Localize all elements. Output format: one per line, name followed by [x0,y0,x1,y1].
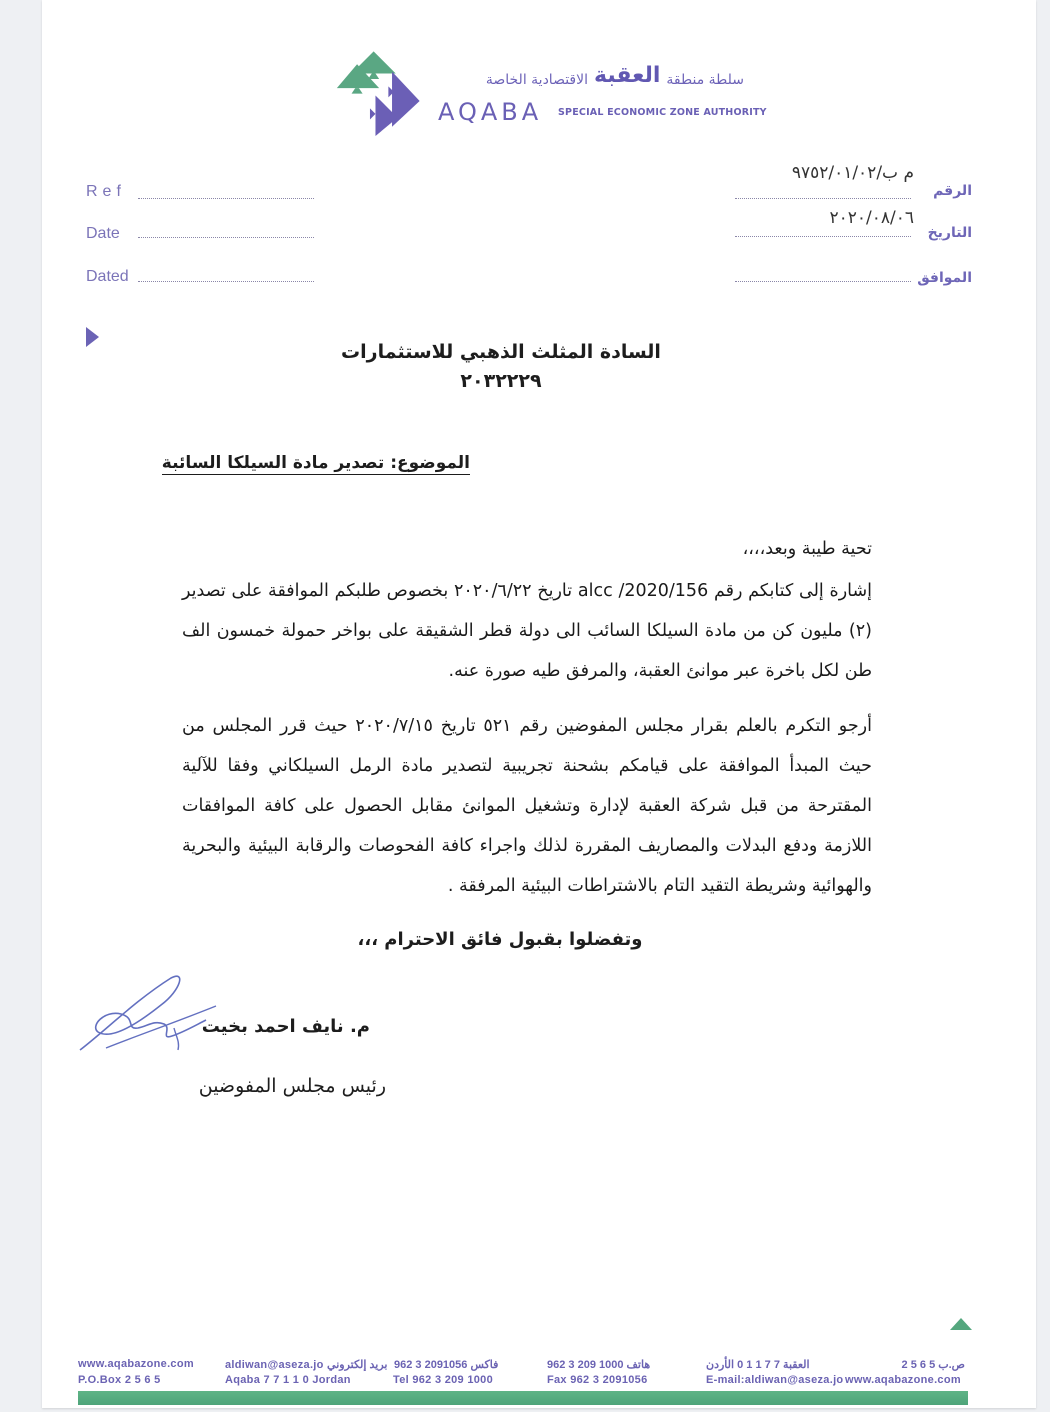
ref-label: Ref [86,183,126,200]
subject-text: الموضوع: تصدير مادة السيلكا السائبة [161,453,470,473]
footer-fax-en: Fax 962 3 2091056 [547,1374,648,1386]
date-dotted-line [138,237,314,238]
footer-phone-ar: 962 3 209 1000 هاتف [547,1359,651,1371]
footer-address-en: Aqaba 7 7 1 1 0 Jordan [225,1374,351,1386]
subject-line [162,453,470,473]
paragraph-2: أرجو التكرم بالعلم بقرار مجلس المفوضين رقم ٥٢١ تاريخ ٢٠٢٠/٧/١٥ حيث قرر المجلس من حيث المبدأ الموافقة على قيامكم بشحنة تجريبية لتصدير مادة الرمل السيلكاني وفقا للآلية المقترحة من قبل شركة العقبة لإدارة وتشغيل الموانئ مقابل الحصول على كافة الموافقات اللازمة ودفع البدلات والمصاريف المقررة لذلك واجراء كافة الفحوصات والرقابة البيئية والبحرية والهوائية وشريطة التقيد التام بالاشتراطات البيئية المرفقة . [182,716,872,896]
ref-number-value: م ب/٩٧٥٢/٠١/٠٢ [791,163,914,183]
footer-triangle-icon [950,1318,972,1330]
addressee-number: ٢٠٣٢٢٢٩ [460,370,542,392]
signer-name: م. نايف احمد بخيت [201,1016,370,1037]
footer-email-en[interactable]: E-mail:aldiwan@aseza.jo [706,1374,844,1386]
org-name-english: AQABA [438,98,543,126]
ref-dotted-line [138,198,314,199]
org-name-ar-main: العقبة [594,63,661,88]
org-name-ar-prefix: سلطة منطقة [666,72,744,88]
addressee-name: السادة المثلث الذهبي للاستثمارات [341,341,661,363]
ar-number-dotted-line [735,198,911,199]
footer-fax-ar: 962 3 2091056 فاكس [394,1359,499,1371]
footer-pobox-ar: ص.ب 5 6 5 2 [901,1359,965,1371]
paragraph-1: إشارة إلى كتابكم رقم 156/alcc /2020 تاريخ ٢٠٢٠/٦/٢٢ بخصوص طلبكم الموافقة على تصدير (٢) مليون كن من مادة السيلكا السائب الى دولة قطر الشقيقة على بواخر حمولة خمسون الف طن لكل باخرة عبر موانئ العقبة، والمرفق طيه صورة عنه. [182,581,873,681]
footer-website[interactable]: www.aqabazone.com [78,1358,194,1370]
signature-scribble-icon [76,970,226,1060]
date-label: Date [86,225,120,242]
org-name-arabic [438,64,744,88]
pointer-triangle-icon [86,327,99,347]
org-name-english-sub: SPECIAL ECONOMIC ZONE AUTHORITY [558,107,767,118]
signer-title: رئيس مجلس المفوضين [198,1075,386,1097]
footer-address-ar: العقبة 7 7 1 1 0 الأردن [706,1359,810,1371]
date-value-ar: ٢٠٢٠/٠٨/٠٦ [829,208,914,228]
greeting: تحية طيبة وبعد،،،، [742,539,872,559]
ar-date-dotted-line [735,236,911,237]
date-label-ar: التاريخ [927,225,972,241]
footer-website-2[interactable]: www.aqabazone.com [845,1374,961,1386]
ar-corresponding-dotted-line [735,281,911,282]
closing-line: وتفضلوا بقبول فائق الاحترام ،،، [357,929,643,950]
dated-label: Dated [86,268,129,285]
dated-dotted-line [138,281,314,282]
footer-pobox: P.O.Box 2 5 6 5 [78,1374,161,1386]
corresponding-label-ar: الموافق [917,270,972,286]
footer-tel-en: Tel 962 3 209 1000 [393,1374,493,1386]
number-label-ar: الرقم [933,183,972,199]
footer-green-bar [78,1391,968,1405]
aqaba-logo-icon [335,44,427,136]
footer-email-ar[interactable]: aldiwan@aseza.jo بريد إلكتروني [225,1359,388,1371]
org-name-ar-suffix: الاقتصادية الخاصة [485,72,588,88]
